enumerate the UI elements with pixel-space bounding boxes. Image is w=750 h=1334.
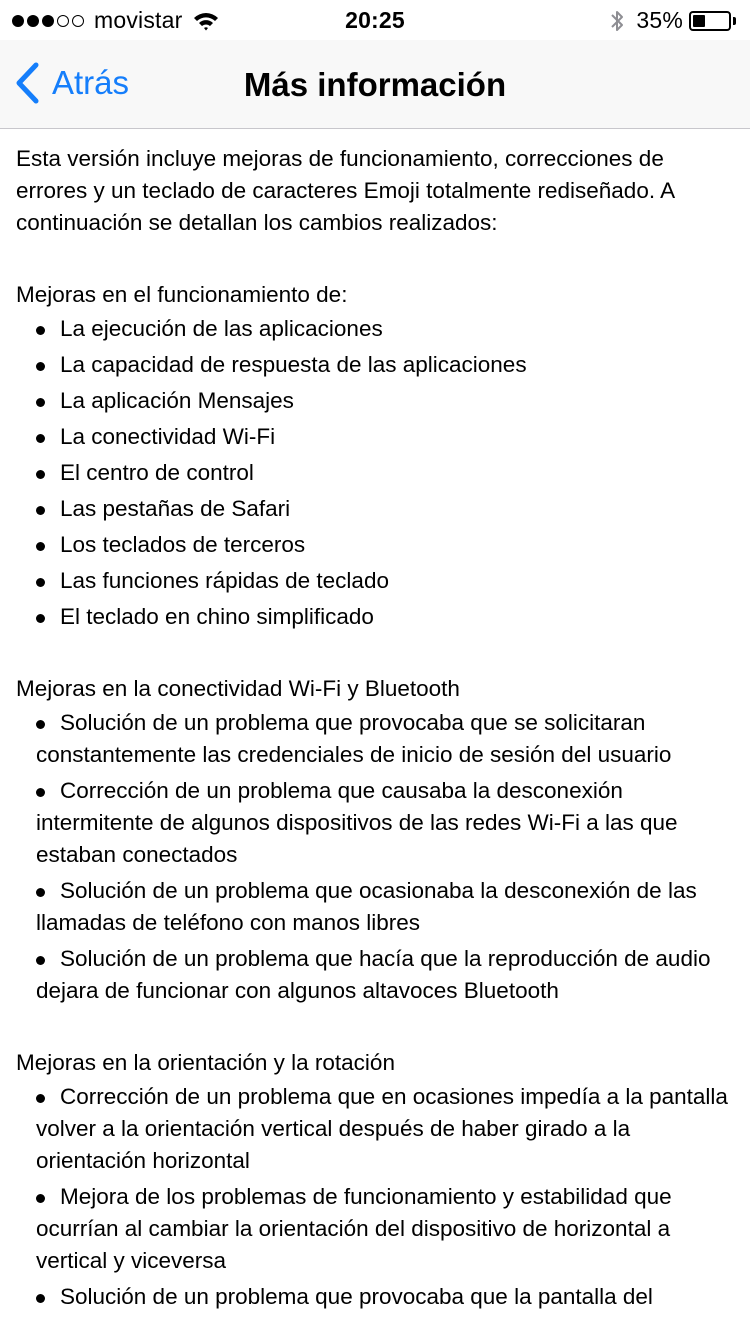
- list-item: La capacidad de respuesta de las aplicaciones: [16, 349, 734, 381]
- page-title: Más información: [243, 66, 507, 103]
- back-label: Atrás: [52, 64, 130, 101]
- bullet-list: [16, 1081, 734, 1313]
- list-item: La aplicación Mensajes: [16, 385, 734, 417]
- battery-level: [693, 15, 705, 27]
- section-connectivity: [16, 673, 734, 1007]
- list-item: Corrección de un problema que en ocasiones impedía a la pantalla volver a la orientación vertical después de haber girado a la orientación horizontal: [36, 1081, 734, 1177]
- list-item: Las funciones rápidas de teclado: [16, 565, 734, 597]
- section-title: Mejoras en la orientación y la rotación: [16, 1050, 395, 1075]
- list-item: Corrección de un problema que causaba la desconexión intermitente de algunos dispositivos de las redes Wi-Fi a las que estaban conectados: [36, 775, 734, 871]
- section-title: Mejoras en la conectividad Wi-Fi y Bluetooth: [16, 676, 460, 701]
- list-item: El teclado en chino simplificado: [16, 601, 734, 633]
- list-item: Solución de un problema que hacía que la reproducción de audio dejara de funcionar con algunos altavoces Bluetooth: [36, 943, 734, 1007]
- list-item: Las pestañas de Safari: [16, 493, 734, 525]
- list-item: Solución de un problema que provocaba que se solicitaran constantemente las credenciales de inicio de sesión del usuario: [36, 707, 734, 771]
- list-item: La conectividad Wi-Fi: [16, 421, 734, 453]
- release-notes: [16, 128, 734, 1334]
- section-orientation: [16, 1047, 734, 1313]
- section-title: Mejoras en el funcionamiento de:: [16, 282, 348, 307]
- carrier-name: movistar: [94, 7, 183, 33]
- battery-tip: [733, 17, 736, 25]
- intro-text: Esta versión incluye mejoras de funcionamiento, correcciones de errores y un teclado de caracteres Emoji totalmente rediseñado. A continuación se detallan los cambios realizados:: [16, 146, 674, 235]
- list-item: Solución de un problema que ocasionaba la desconexión de las llamadas de teléfono con manos libres: [36, 875, 734, 939]
- status-right: [610, 7, 736, 34]
- list-item: Los teclados de terceros: [16, 529, 734, 561]
- list-item: El centro de control: [16, 457, 734, 489]
- list-item: Solución de un problema que provocaba que la pantalla del: [36, 1281, 734, 1313]
- navigation-bar: [0, 40, 750, 129]
- battery-percent: 35%: [636, 7, 683, 33]
- status-bar: [0, 0, 750, 40]
- list-item: La ejecución de las aplicaciones: [16, 313, 734, 345]
- status-time: 20:25: [345, 7, 405, 33]
- bullet-list: [16, 707, 734, 1007]
- section-performance: [16, 279, 734, 633]
- bullet-list: [16, 313, 734, 633]
- battery-icon: [689, 11, 731, 31]
- bluetooth-icon: [610, 9, 624, 33]
- list-item: Mejora de los problemas de funcionamiento y estabilidad que ocurrían al cambiar la orientación del dispositivo de horizontal a vertical y viceversa: [36, 1181, 734, 1277]
